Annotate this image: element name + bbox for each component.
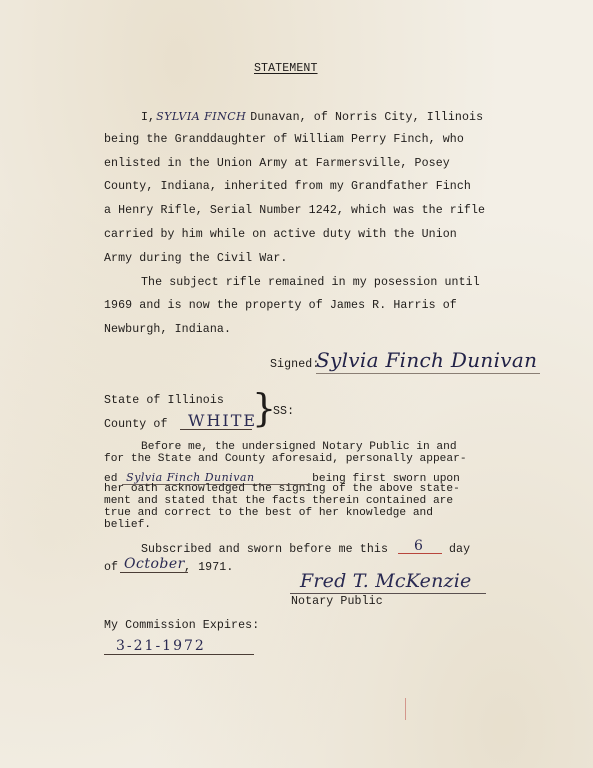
subscribed-year: , 1971. (184, 561, 234, 574)
para1-l1-post: Dunavan, of Norris City, Illinois (250, 111, 484, 124)
notary-para-line1: Before me, the undersigned Notary Public in and (141, 441, 457, 453)
para1-line7: Army during the Civil War. (104, 252, 288, 265)
notary-public-label: Notary Public (291, 595, 383, 608)
handwritten-name-sylvia-dunivan: Sylvia Finch Dunivan (126, 471, 255, 484)
para1-line1 (141, 110, 483, 124)
red-pencil-mark (405, 698, 406, 720)
signature-line (316, 373, 540, 374)
notary-l3-pre: ed (104, 473, 118, 485)
subscribed-text: Subscribed and sworn before me this (141, 543, 389, 556)
para1-l1-pre: I, (141, 111, 156, 124)
notary-para-line6: true and correct to the best of her knowledge and (104, 507, 433, 519)
para2-line3: Newburgh, Indiana. (104, 323, 232, 336)
notary-para-line5: ment and stated that the facts therein contained are (104, 495, 454, 507)
subscribed-day-handwritten: 6 (414, 538, 424, 554)
commission-date-line (104, 654, 254, 655)
para2-line2: 1969 and is now the property of James R. Harris of (104, 299, 457, 312)
para1-line2: being the Granddaughter of William Perry Finch, who (104, 133, 464, 146)
para1-line5: a Henry Rifle, Serial Number 1242, which was the rifle (104, 204, 486, 217)
notary-para-line4: her oath acknowledged the signing of the above state- (104, 483, 460, 495)
venue-county-label: County of (104, 418, 168, 431)
month-blank-line (120, 572, 188, 573)
para1-line4: County, Indiana, inherited from my Grandfather Finch (104, 180, 471, 193)
brace-symbol: } (252, 386, 277, 430)
para2-line1: The subject rifle remained in my posession until (141, 276, 480, 289)
notary-signature: Fred T. McKenzie (300, 570, 472, 592)
para1-line6: carried by him while on active duty with the Union (104, 228, 457, 241)
subscribed-of: of (104, 561, 119, 574)
subscribed-month-handwritten: October (124, 556, 185, 572)
county-handwritten-white: WHITE (188, 411, 258, 430)
notary-para-line7: belief. (104, 519, 151, 531)
notary-para-line2: for the State and County aforesaid, personally appear- (104, 453, 467, 465)
commission-label: My Commission Expires: (104, 619, 260, 632)
county-underline (180, 429, 252, 430)
commission-date-handwritten: 3-21-1972 (116, 638, 206, 654)
venue-state: State of Illinois (104, 394, 224, 407)
handwritten-name-sylvia-finch: SYLVIA FINCH (156, 110, 247, 123)
notary-l3-post: being first sworn upon (312, 473, 460, 485)
statement-title: STATEMENT (254, 62, 318, 75)
subscribed-day-label: day (449, 543, 471, 556)
sylvia-signature: Sylvia Finch Dunivan (316, 348, 538, 372)
para1-line3: enlisted in the Union Army at Farmersville, Posey (104, 157, 450, 170)
venue-ss: SS: (273, 405, 295, 418)
day-blank-line (398, 553, 442, 554)
signed-label: Signed: (270, 358, 320, 371)
notary-signature-line (290, 593, 486, 594)
